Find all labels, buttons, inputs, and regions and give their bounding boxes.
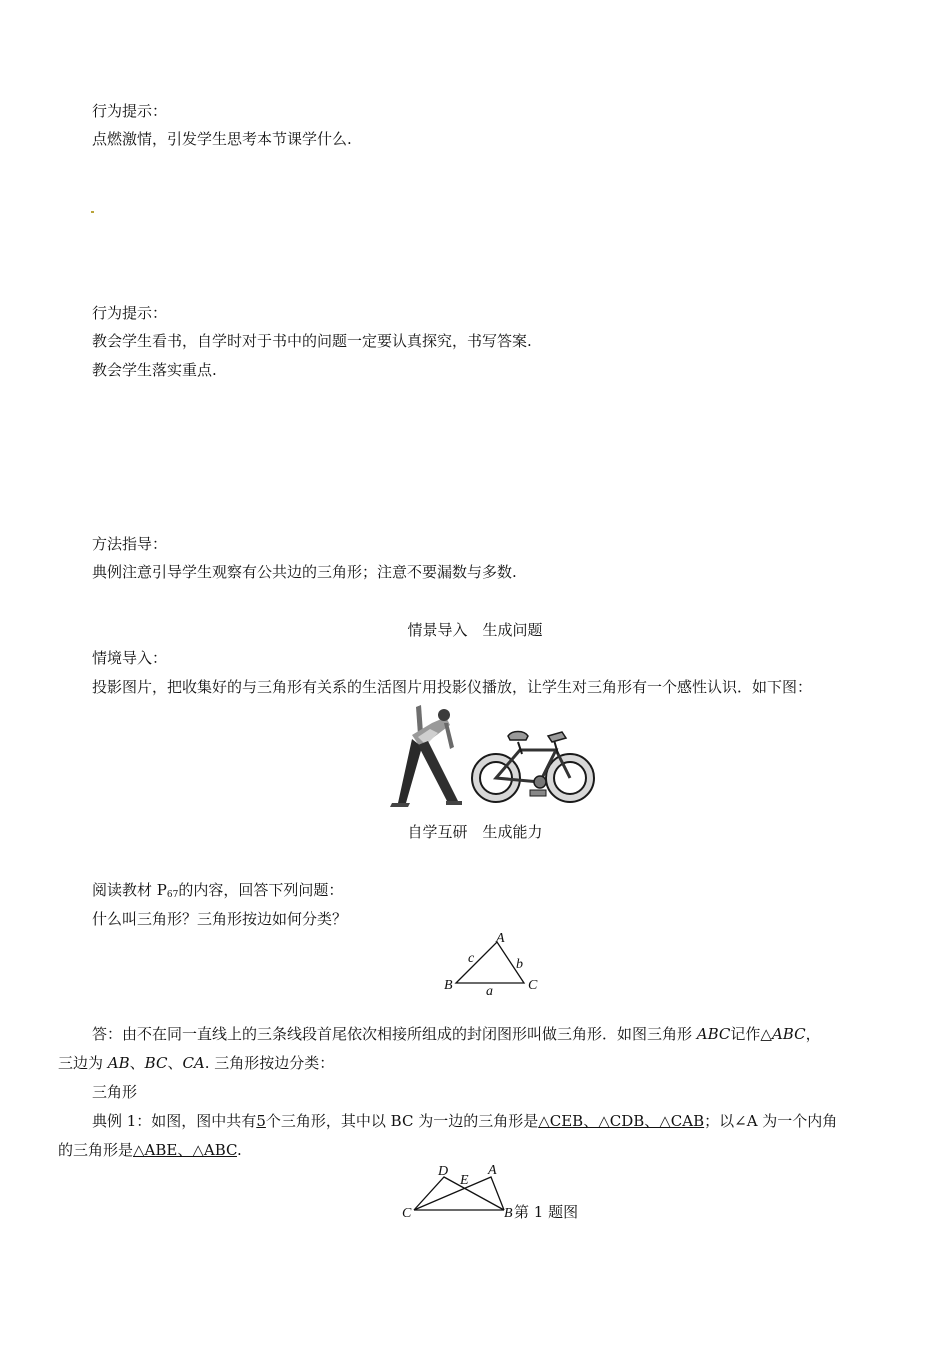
section-heading-scene: 情景导入 生成问题: [407, 621, 543, 639]
behavior-hint-label-2: 行为提示：: [92, 304, 168, 322]
behavior-hint-text-2a: 教会学生看书，自学时对于书中的问题一定要认真探究，书写答案.: [92, 332, 532, 350]
behavior-hint-text-2b: 教会学生落实重点.: [92, 361, 217, 379]
example-count: 5: [256, 1112, 266, 1130]
example-pre: 典例 1：如图，图中共有: [92, 1112, 257, 1130]
method-guide-text: 典例注意引导学生观察有公共边的三角形；注意不要漏数与多数.: [92, 563, 517, 581]
answer-sides-pre: 三边为: [58, 1054, 108, 1072]
vertex-a2-label: A: [488, 1163, 497, 1178]
example-mid: 个三角形，其中以 BC 为一边的三角形是: [265, 1112, 539, 1130]
vertex-c2-label: C: [402, 1206, 412, 1220]
answer-line-2: [58, 1053, 334, 1073]
read-pre: 阅读教材 P: [92, 881, 167, 899]
figure-1-diagram: [400, 1158, 520, 1220]
example-a-answer: △ABE、△ABC: [133, 1141, 237, 1159]
yoga-person-image: [388, 703, 464, 807]
answer-text-1: 答：由不在同一直线上的三条线段首尾依次相接所组成的封闭图形叫做三角形．如图三角形: [92, 1025, 697, 1043]
read-post: 的内容，回答下列问题：: [178, 881, 344, 899]
method-guide-label: 方法指导：: [92, 535, 168, 553]
vertex-b-label: B: [444, 978, 453, 993]
example-line-1: [92, 1111, 837, 1131]
example-bc-answer: △CEB、△CDB、△CAB: [538, 1112, 705, 1130]
triangle-abc-figure: [440, 928, 544, 996]
side-b-label: b: [516, 957, 523, 972]
answer-line-1: [92, 1024, 821, 1044]
side-c-label: c: [468, 951, 475, 966]
vertex-a-label: A: [496, 931, 505, 946]
side-bc: BC: [144, 1054, 168, 1072]
example-mid2: ；以∠A 为一个内角: [704, 1112, 838, 1130]
question-line: 什么叫三角形？三角形按边如何分类？: [92, 910, 348, 928]
stray-mark: [91, 211, 94, 213]
example-l2-post: .: [236, 1141, 242, 1159]
answer-abc: ABC: [696, 1025, 731, 1043]
vertex-c-label: C: [528, 978, 538, 993]
scene-intro-text: 投影图片，把收集好的与三角形有关系的生活图片用投影仪播放，让学生对三角形有一个感性认识．如下图：: [92, 678, 813, 696]
sep-1: 、: [129, 1054, 145, 1072]
behavior-hint-text-1: 点燃激情，引发学生思考本节课学什么.: [92, 130, 352, 148]
answer-abc-2: ABC: [771, 1025, 806, 1043]
answer-text-2: 记作△: [730, 1025, 772, 1043]
read-textbook-line: [92, 880, 343, 905]
side-ab: AB: [107, 1054, 130, 1072]
behavior-hint-label-1: 行为提示：: [92, 102, 168, 120]
example-l2-pre: 的三角形是: [58, 1141, 134, 1159]
sep-2: 、: [167, 1054, 183, 1072]
section-heading-selfstudy: 自学互研 生成能力: [407, 823, 543, 841]
scene-intro-label: 情境导入：: [92, 649, 168, 667]
vertex-d-label: D: [438, 1164, 449, 1179]
answer-text-3: ，: [805, 1025, 821, 1043]
classification-label: 三角形: [92, 1083, 138, 1101]
vertex-e-label: E: [460, 1173, 469, 1188]
answer-sides-post: . 三角形按边分类：: [204, 1054, 335, 1072]
vertex-b2-label: B: [504, 1206, 513, 1220]
side-a-label: a: [486, 984, 493, 996]
figure-caption: 第 1 题图: [514, 1203, 579, 1221]
page-number: 67: [166, 890, 179, 900]
bicycle-image: [470, 718, 598, 810]
side-ca: CA: [182, 1054, 205, 1072]
example-line-2: [58, 1140, 242, 1160]
